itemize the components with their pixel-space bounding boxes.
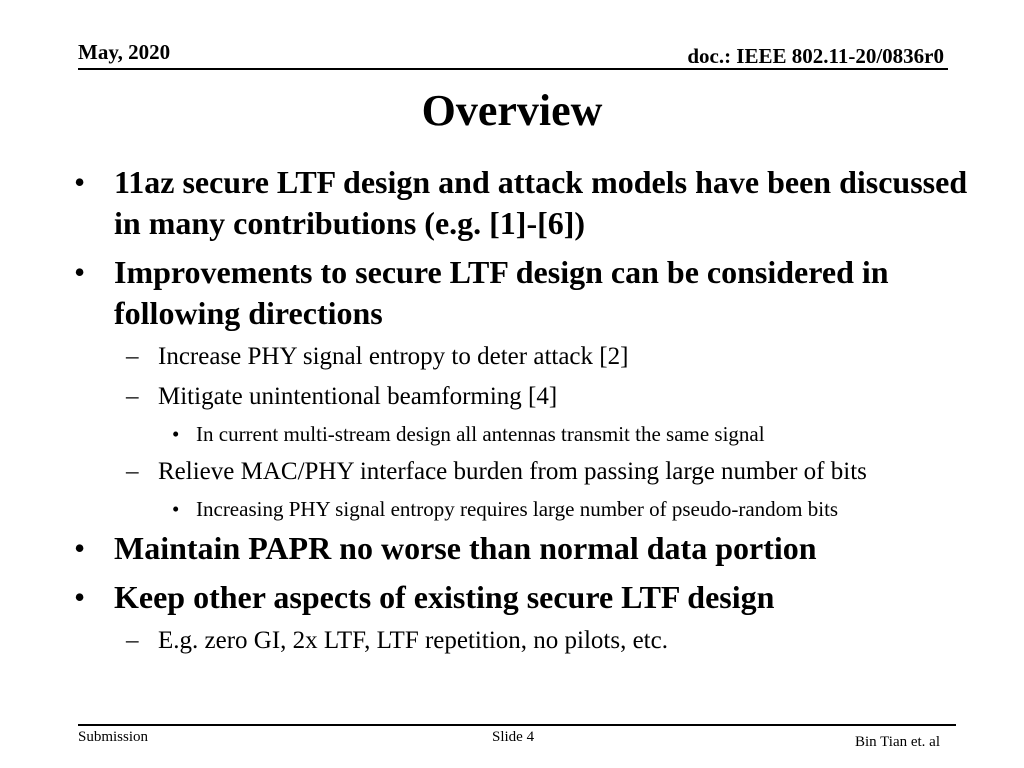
bullet-secure-ltf-discussed <box>74 162 974 244</box>
bullet-improvements <box>74 252 974 334</box>
bullet-marker: • <box>172 497 180 521</box>
bullet-text: Keep other aspects of existing secure LTF design <box>114 579 775 615</box>
bullet-text: Maintain PAPR no worse than normal data portion <box>114 530 817 566</box>
sub-bullet-text: E.g. zero GI, 2x LTF, LTF repetition, no pilots, etc. <box>158 627 668 654</box>
bullet-text: 11az secure LTF design and attack models have been discussed in many contributions (e.g. [1]-[6]) <box>114 164 968 241</box>
dash-marker: – <box>126 383 139 410</box>
sub-bullet-text: Mitigate unintentional beamforming [4] <box>158 383 558 410</box>
bullet-marker: • <box>74 530 86 566</box>
bullet-marker: • <box>74 164 86 200</box>
bullet-keep-aspects <box>74 577 974 618</box>
dash-marker: – <box>126 458 139 485</box>
header-doc-id: doc.: IEEE 802.11-20/0836r0 <box>687 44 944 68</box>
footer-slide-number: Slide 4 <box>492 729 535 745</box>
sub-bullet-beamforming <box>74 382 974 412</box>
sub-sub-bullet-text: In current multi-stream design all antennas transmit the same signal <box>196 422 765 446</box>
footer-divider <box>78 724 956 726</box>
bullet-marker: • <box>74 579 86 615</box>
bullet-marker: • <box>172 422 180 446</box>
sub-sub-bullet-multistream <box>74 419 974 449</box>
dash-marker: – <box>126 627 139 654</box>
header-divider <box>78 68 948 70</box>
sub-bullet-mac-phy <box>74 457 974 487</box>
footer-author: Bin Tian et. al <box>854 734 940 750</box>
sub-bullet-text: Relieve MAC/PHY interface burden from passing large number of bits <box>158 458 867 485</box>
sub-sub-bullet-text: Increasing PHY signal entropy requires large number of pseudo-random bits <box>196 497 839 521</box>
header-date: May, 2020 <box>78 40 171 64</box>
dash-marker: – <box>126 343 139 370</box>
sub-sub-bullet-pseudo-random <box>74 494 974 524</box>
slide-body <box>74 162 974 666</box>
bullet-marker: • <box>74 254 86 290</box>
sub-bullet-text: Increase PHY signal entropy to deter attack [2] <box>158 343 629 370</box>
sub-bullet-examples <box>74 626 974 656</box>
bullet-text: Improvements to secure LTF design can be considered in following directions <box>114 254 889 331</box>
footer-submission: Submission <box>78 729 149 745</box>
slide-title: Overview <box>421 86 603 135</box>
sub-bullet-entropy <box>74 342 974 372</box>
bullet-papr <box>74 528 974 569</box>
